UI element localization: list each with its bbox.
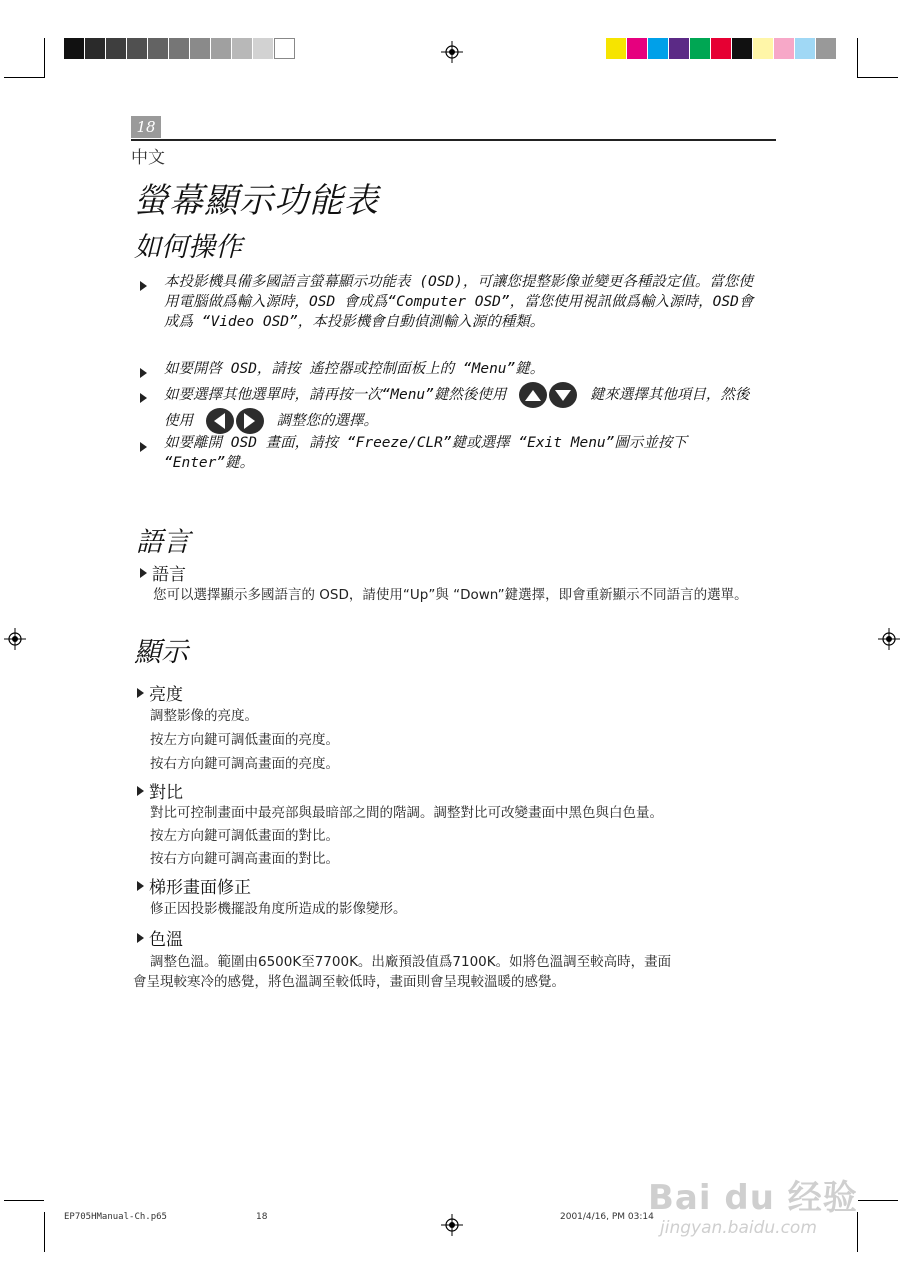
gray-swatch (232, 38, 253, 59)
crop-mark (858, 77, 898, 78)
crop-mark (4, 1200, 44, 1201)
contrast-line: 對比可控制畫面中最亮部與最暗部之間的階調。調整對比可改變畫面中黑色與白色量。 (150, 805, 663, 821)
brightness-subheading: 亮度 (137, 680, 183, 705)
contrast-line: 按左方向鍵可調低畫面的對比。 (150, 828, 339, 844)
bullet-arrow-icon (137, 688, 144, 698)
color-swatch (774, 38, 795, 59)
how-to-heading: 如何操作 (134, 232, 242, 263)
crop-mark (858, 1200, 898, 1201)
bullet-arrow-icon (140, 368, 147, 378)
color-swatch (606, 38, 627, 59)
baidu-watermark-url: jingyan.baidu.com (660, 1218, 817, 1238)
gray-swatch (190, 38, 211, 59)
page-title: 螢幕顯示功能表 (134, 181, 379, 221)
crop-mark (44, 38, 45, 78)
color-temp-subheading: 色溫 (137, 925, 183, 950)
right-arrow-icon (236, 408, 264, 434)
color-temp-line: 會呈現較寒冷的感覺，將色溫調至較低時，畫面則會呈現較溫暖的感覺。 (133, 974, 565, 990)
color-bar (606, 38, 837, 59)
language-section-heading: 語言 (136, 527, 190, 558)
keystone-description: 修正因投影機擺設角度所造成的影像變形。 (150, 901, 407, 917)
bullet-arrow-icon (137, 881, 144, 891)
gray-swatch (169, 38, 190, 59)
gray-swatch (127, 38, 148, 59)
page-number-box: 18 (131, 116, 161, 138)
language-label: 中文 (131, 148, 165, 168)
color-temp-line: 調整色溫。範圍由6500K至7700K。出廠預設值爲7100K。如將色溫調至較高時，畫面 (150, 954, 672, 970)
color-swatch (795, 38, 816, 59)
footer-timestamp: 2001/4/16, PM 03:14 (560, 1212, 654, 1222)
registration-mark-left (4, 628, 26, 650)
contrast-subheading: 對比 (137, 778, 183, 803)
display-section-heading: 顯示 (134, 637, 188, 668)
bullet-arrow-icon (137, 786, 144, 796)
crop-mark (4, 77, 44, 78)
color-swatch (627, 38, 648, 59)
left-arrow-icon (206, 408, 234, 434)
gray-swatch (274, 38, 295, 59)
registration-mark-top (441, 41, 463, 63)
gray-swatch (211, 38, 232, 59)
baidu-watermark-logo: Bai du 经验 (648, 1178, 858, 1218)
bullet-arrow-icon (137, 933, 144, 943)
color-swatch (711, 38, 732, 59)
footer-page-number: 18 (256, 1212, 268, 1222)
up-arrow-icon (519, 382, 547, 408)
footer-filename: EP705HManual-Ch.p65 (64, 1212, 167, 1222)
how-to-item: 本投影機具備多國語言螢幕顯示功能表 (OSD)，可讓您提整影像並變更各種設定值。當您使用電腦做爲輸入源時，OSD 會成爲“Computer OSD”，當您使用視訊做爲輸入源時，OSD會成爲 “Video OSD”，本投影機會自動偵測輸入源的種類。 (140, 272, 760, 332)
language-subheading: 語言 (140, 560, 186, 585)
color-swatch (690, 38, 711, 59)
color-swatch (648, 38, 669, 59)
bullet-arrow-icon (140, 568, 147, 578)
up-down-buttons (519, 382, 577, 408)
keystone-subheading: 梯形畫面修正 (137, 873, 251, 898)
brightness-line: 按右方向鍵可調高畫面的亮度。 (150, 756, 339, 772)
gray-swatch (148, 38, 169, 59)
gray-swatch (253, 38, 274, 59)
grayscale-bar (64, 38, 295, 59)
down-arrow-icon (549, 382, 577, 408)
how-to-item: 如要選擇其他選單時，請再按一次“Menu”鍵然後使用 鍵來選擇其他項目，然後使用 調整您的選擇。 (140, 382, 760, 434)
contrast-line: 按右方向鍵可調高畫面的對比。 (150, 851, 339, 867)
color-swatch (816, 38, 837, 59)
color-swatch (669, 38, 690, 59)
how-to-item: 如要開啓 OSD，請按 遙控器或控制面板上的 “Menu”鍵。 (140, 359, 760, 384)
left-right-buttons (206, 408, 264, 434)
bullet-arrow-icon (140, 281, 147, 291)
gray-swatch (64, 38, 85, 59)
registration-mark-bottom (441, 1214, 463, 1236)
gray-swatch (85, 38, 106, 59)
registration-mark-right (878, 628, 900, 650)
brightness-line: 調整影像的亮度。 (150, 708, 258, 724)
crop-mark (857, 38, 858, 78)
language-description: 您可以選擇顯示多國語言的 OSD，請使用“Up”與 “Down”鍵選擇，即會重新顯示不同語言的選單。 (153, 587, 748, 603)
color-swatch (732, 38, 753, 59)
color-swatch (753, 38, 774, 59)
crop-mark (44, 1212, 45, 1252)
bullet-arrow-icon (140, 393, 147, 403)
gray-swatch (106, 38, 127, 59)
how-to-item: 如要離開 OSD 畫面，請按 “Freeze/CLR”鍵或選擇 “Exit Menu”圖示並按下 “Enter”鍵。 (140, 433, 760, 473)
header-rule (131, 139, 776, 141)
brightness-line: 按左方向鍵可調低畫面的亮度。 (150, 732, 339, 748)
bullet-arrow-icon (140, 442, 147, 452)
